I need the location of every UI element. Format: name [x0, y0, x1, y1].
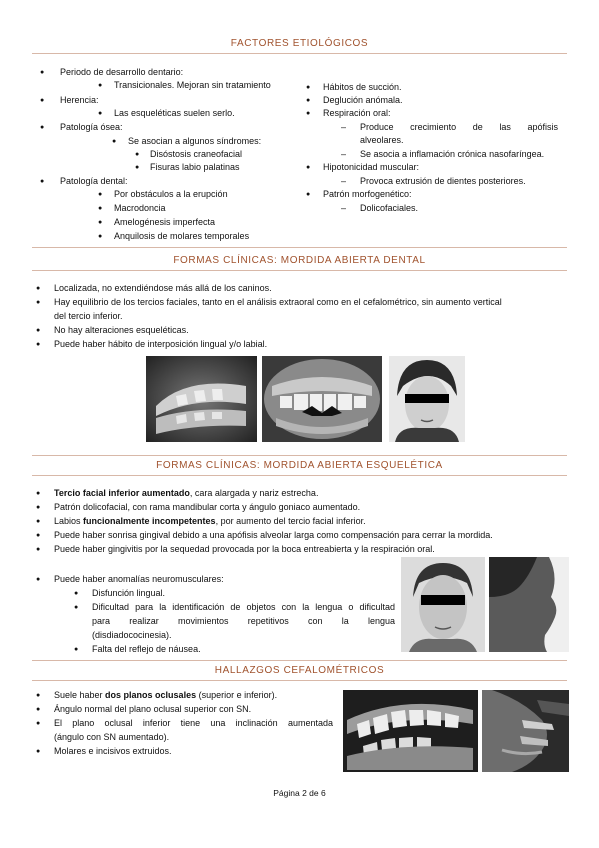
list-item: El plano oclusal inferior tiene una inclinación aumentada: [54, 718, 333, 728]
bullet: ●: [36, 706, 41, 713]
bullet: ●: [306, 191, 311, 198]
occlusal-planes-photo: [343, 690, 478, 772]
bullet: ●: [36, 341, 41, 348]
list-item: del tercio inferior.: [54, 311, 123, 321]
section-title-esqueletica: FORMAS CLÍNICAS: MORDIDA ABIERTA ESQUELÉTICA: [156, 460, 443, 471]
section-title-etiologicos: FACTORES ETIOLÓGICOS: [230, 38, 369, 49]
bullet: ●: [74, 646, 79, 653]
list-item: Falta del reflejo de náusea.: [92, 644, 201, 654]
list-item: Fisuras labio palatinas: [150, 162, 240, 172]
bullet: ●: [36, 285, 41, 292]
text: , por aumento del tercio facial inferior.: [215, 516, 366, 526]
bold-text: funcionalmente incompetentes: [83, 516, 216, 526]
text: (superior e inferior).: [196, 690, 278, 700]
list-item: Macrodoncia: [114, 203, 166, 213]
list-item: No hay alteraciones esqueléticas.: [54, 325, 189, 335]
bullet: ●: [112, 138, 117, 145]
list-item: Dolicofaciales.: [360, 203, 419, 213]
list-item: Hay equilibrio de los tercios faciales, tanto en el análisis extraoral como en el cefalométrico, sin aumento vertical: [54, 297, 502, 307]
bullet: ●: [98, 191, 103, 198]
list-item: Herencia:: [60, 95, 99, 105]
section-rule: [32, 53, 567, 54]
list-item: Provoca extrusión de dientes posteriores.: [360, 176, 526, 186]
open-bite-side-photo: [146, 356, 257, 442]
bullet: ●: [36, 748, 41, 755]
bullet: ●: [36, 327, 41, 334]
bold-text: Tercio facial inferior aumentado: [54, 488, 190, 498]
bullet: ●: [98, 82, 103, 89]
list-item: Patología dental:: [60, 176, 128, 186]
list-item: Ángulo normal del plano oclusal superior con SN.: [54, 704, 252, 714]
list-item: Patología ósea:: [60, 122, 123, 132]
bullet: ●: [306, 164, 311, 171]
list-item: Puede haber anomalías neuromusculares:: [54, 574, 224, 584]
bold-text: dos planos oclusales: [105, 690, 197, 700]
section-title-dental: FORMAS CLÍNICAS: MORDIDA ABIERTA DENTAL: [173, 255, 426, 266]
section-rule: [32, 270, 567, 271]
bullet: ●: [135, 164, 140, 171]
list-item: Respiración oral:: [323, 108, 391, 118]
list-item: [54, 689, 277, 702]
patient-face-photo-1: [389, 356, 465, 442]
bullet: ●: [98, 233, 103, 240]
text: , cara alargada y nariz estrecha.: [189, 488, 319, 498]
bullet: ●: [36, 692, 41, 699]
list-item: (disdiadococinesia).: [92, 630, 172, 640]
list-item: Patrón morfogenético:: [323, 189, 412, 199]
bullet: ●: [36, 576, 41, 583]
text: Labios: [54, 516, 84, 526]
list-item: (ángulo con SN aumentado).: [54, 732, 170, 742]
list-item: Anquilosis de molares temporales: [114, 231, 250, 241]
bullet: ●: [36, 299, 41, 306]
bullet: ●: [36, 504, 41, 511]
patient-profile-photo: [489, 557, 569, 652]
bullet: ●: [98, 110, 103, 117]
list-item: Disóstosis craneofacial: [150, 149, 243, 159]
section-rule: [32, 247, 567, 248]
text: Suele haber: [54, 690, 106, 700]
open-bite-front-photo: [262, 356, 382, 442]
dash-marker: –: [341, 149, 347, 159]
list-item: alveolares.: [360, 135, 404, 145]
list-item: Las esqueléticas suelen serlo.: [114, 108, 235, 118]
bullet: ●: [40, 97, 45, 104]
cephalometric-xray-photo: [482, 690, 569, 772]
section-rule: [32, 660, 567, 661]
bullet: ●: [306, 97, 311, 104]
list-item: Puede haber sonrisa gingival debido a una apófisis alveolar larga como compensación para cerrar la mordida.: [54, 530, 493, 540]
list-item: Localizada, no extendiéndose más allá de los caninos.: [54, 283, 272, 293]
bullet: ●: [36, 546, 41, 553]
list-item: Molares e incisivos extruidos.: [54, 746, 172, 756]
list-item: Patrón dolicofacial, con rama mandibular corta y ángulo goniaco aumentado.: [54, 502, 361, 512]
list-item: Hábitos de succión.: [323, 82, 402, 92]
bullet: ●: [98, 219, 103, 226]
bullet: ●: [306, 110, 311, 117]
bullet: ●: [36, 518, 41, 525]
list-item: Puede haber hábito de interposición lingual y/o labial.: [54, 339, 268, 349]
bullet: ●: [98, 205, 103, 212]
list-item: Dificultad para la identificación de objetos con la lengua o dificultad: [92, 602, 395, 612]
bullet: ●: [135, 151, 140, 158]
bullet: ●: [36, 532, 41, 539]
list-item: [54, 515, 366, 528]
bullet: ●: [36, 490, 41, 497]
list-item: Se asocia a inflamación crónica nasofaríngea.: [360, 149, 545, 159]
page-footer: Página 2 de 6: [273, 788, 326, 798]
list-item: Por obstáculos a la erupción: [114, 189, 228, 199]
bullet: ●: [74, 604, 79, 611]
list-item: para realizar movimientos repetitivos con la lengua: [92, 616, 395, 626]
bullet: ●: [40, 69, 45, 76]
list-item: Deglución anómala.: [323, 95, 403, 105]
dash-marker: –: [341, 176, 347, 186]
list-item: Transicionales. Mejoran sin tratamiento: [114, 80, 271, 90]
list-item: Hipotonicidad muscular:: [323, 162, 420, 172]
dash-marker: –: [341, 122, 347, 132]
list-item: Amelogénesis imperfecta: [114, 217, 216, 227]
bullet: ●: [40, 178, 45, 185]
section-title-cefalometricos: HALLAZGOS CEFALOMÉTRICOS: [214, 665, 385, 676]
bullet: ●: [40, 124, 45, 131]
section-rule: [32, 455, 567, 456]
list-item: Disfunción lingual.: [92, 588, 166, 598]
list-item: Produce crecimiento de las apófisis: [360, 122, 558, 132]
list-item: Periodo de desarrollo dentario:: [60, 67, 184, 77]
list-item: Puede haber gingivitis por la sequedad provocada por la boca entreabierta y la respiración oral.: [54, 544, 435, 554]
bullet: ●: [306, 84, 311, 91]
list-item: [54, 487, 318, 500]
bullet: ●: [36, 720, 41, 727]
bullet: ●: [74, 590, 79, 597]
list-item: Se asocian a algunos síndromes:: [128, 136, 262, 146]
section-rule: [32, 475, 567, 476]
dash-marker: –: [341, 203, 347, 213]
patient-face-photo-2: [401, 557, 485, 652]
section-rule: [32, 680, 567, 681]
